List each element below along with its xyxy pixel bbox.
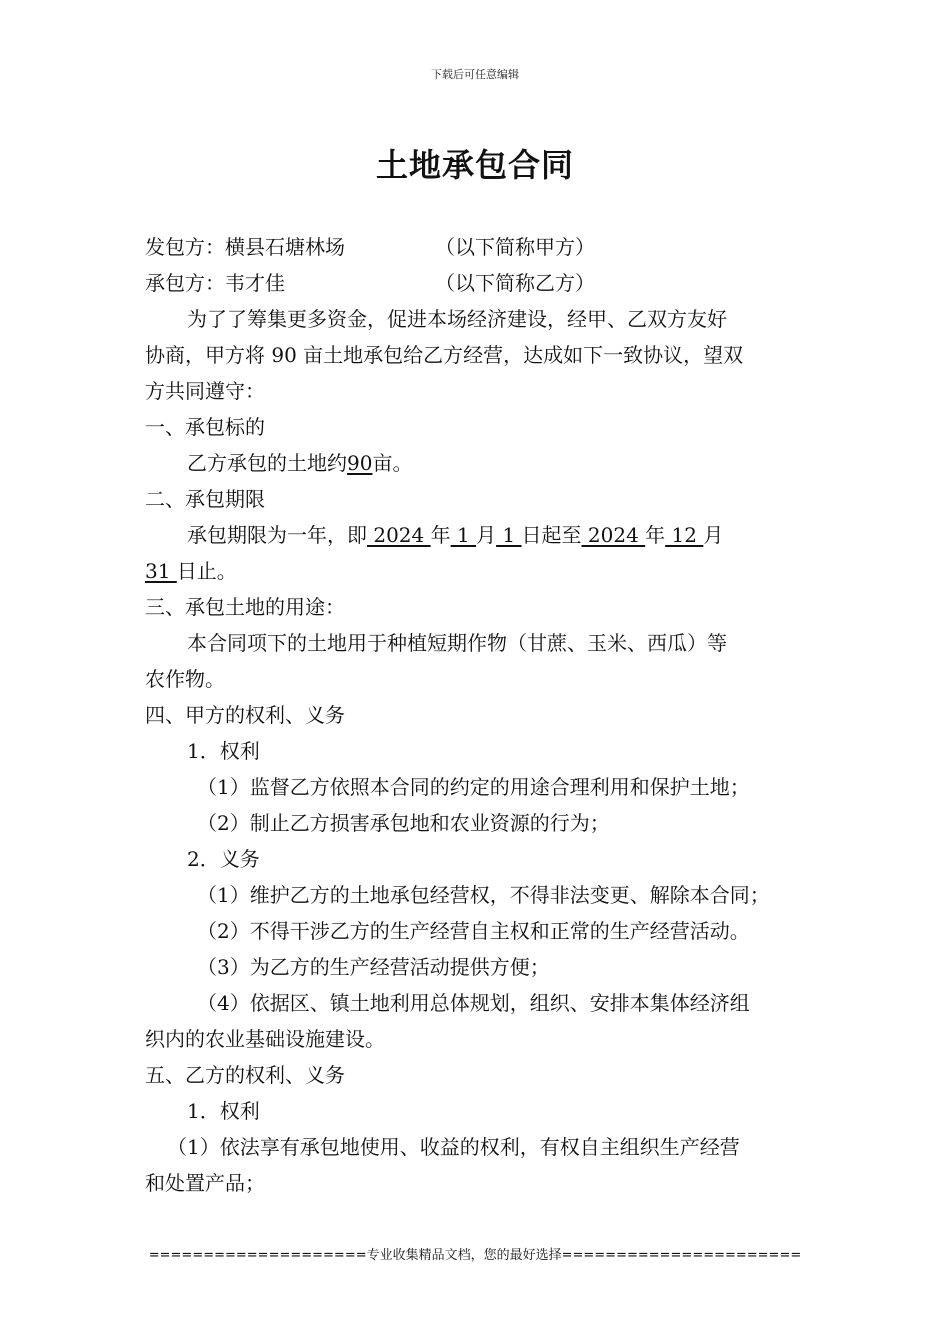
term-text: 日止。 — [176, 559, 237, 583]
term-text: 日起至 — [521, 523, 582, 547]
clause-line: （2）制止乙方损害承包地和农业资源的行为； — [197, 811, 610, 835]
section-heading: 一、承包标的 — [145, 415, 265, 439]
party-b-line — [145, 265, 813, 301]
section-heading: 五、乙方的权利、义务 — [145, 1063, 345, 1087]
end-month: 12 — [665, 523, 704, 547]
clause-line: （1）监督乙方依照本合同的约定的用途合理利用和保护土地； — [197, 775, 750, 799]
term-text: 承包期限为一年，即 — [187, 523, 367, 547]
clause-line: （1）依法享有承包地使用、收益的权利，有权自主组织生产经营 — [167, 1135, 740, 1159]
clause-line: （3）为乙方的生产经营活动提供方便； — [197, 955, 550, 979]
clause-line: （1）维护乙方的土地承包经营权，不得非法变更、解除本合同； — [197, 883, 770, 907]
party-b-name: 韦才佳 — [225, 271, 285, 295]
party-b-label: 承包方： — [145, 271, 225, 295]
usage-line: 农作物。 — [145, 667, 225, 691]
end-day: 31 — [145, 559, 177, 583]
term-text: 月 — [476, 523, 497, 547]
intro-line: 为了了筹集更多资金，促进本场经济建设，经甲、乙双方友好 — [187, 307, 727, 331]
intro-line: 方共同遵守： — [145, 379, 265, 403]
start-year: 2024 — [367, 523, 431, 547]
start-month: 1 — [450, 523, 477, 547]
section-heading: 三、承包土地的用途： — [145, 595, 345, 619]
term-line — [145, 517, 813, 553]
clause-line-cont: 织内的农业基础设施建设。 — [145, 1027, 385, 1051]
term-text: 月 — [703, 523, 724, 547]
section-heading: 四、甲方的权利、义务 — [145, 703, 345, 727]
s1-post: 亩。 — [372, 451, 413, 475]
contract-body — [145, 229, 813, 1201]
section-heading: 二、承包期限 — [145, 487, 265, 511]
clause-line: （4）依据区、镇土地利用总体规划，组织、安排本集体经济组 — [197, 991, 750, 1015]
clause-line: （2）不得干涉乙方的生产经营自主权和正常的生产经营活动。 — [197, 919, 750, 943]
subsection-heading: 1．权利 — [187, 739, 260, 763]
term-text: 年 — [430, 523, 451, 547]
subsection-heading: 2．义务 — [187, 847, 260, 871]
footer-note: ====================专业收集精品文档，您的最好选择====================== — [148, 1248, 802, 1263]
document-title: 土地承包合同 — [375, 146, 574, 184]
intro-line: 协商，甲方将 90 亩土地承包给乙方经营，达成如下一致协议，望双 — [145, 343, 744, 367]
subsection-heading: 1．权利 — [187, 1099, 260, 1123]
party-a-note: （以下简称甲方） — [435, 235, 595, 259]
party-a-label: 发包方： — [145, 235, 225, 259]
land-area-value: 90 — [347, 451, 373, 475]
section-1-text — [145, 445, 813, 481]
usage-line: 本合同项下的土地用于种植短期作物（甘蔗、玉米、西瓜）等 — [187, 631, 727, 655]
party-a-line — [145, 229, 813, 265]
term-line-cont — [145, 553, 813, 589]
party-b-note: （以下简称乙方） — [435, 271, 595, 295]
header-note: 下载后可任意编辑 — [431, 68, 519, 81]
party-a-name: 横县石塘林场 — [225, 235, 345, 259]
start-day: 1 — [496, 523, 522, 547]
term-text: 年 — [645, 523, 666, 547]
end-year: 2024 — [581, 523, 646, 547]
clause-line-cont: 和处置产品； — [145, 1171, 265, 1195]
s1-pre: 乙方承包的土地约 — [187, 451, 347, 475]
